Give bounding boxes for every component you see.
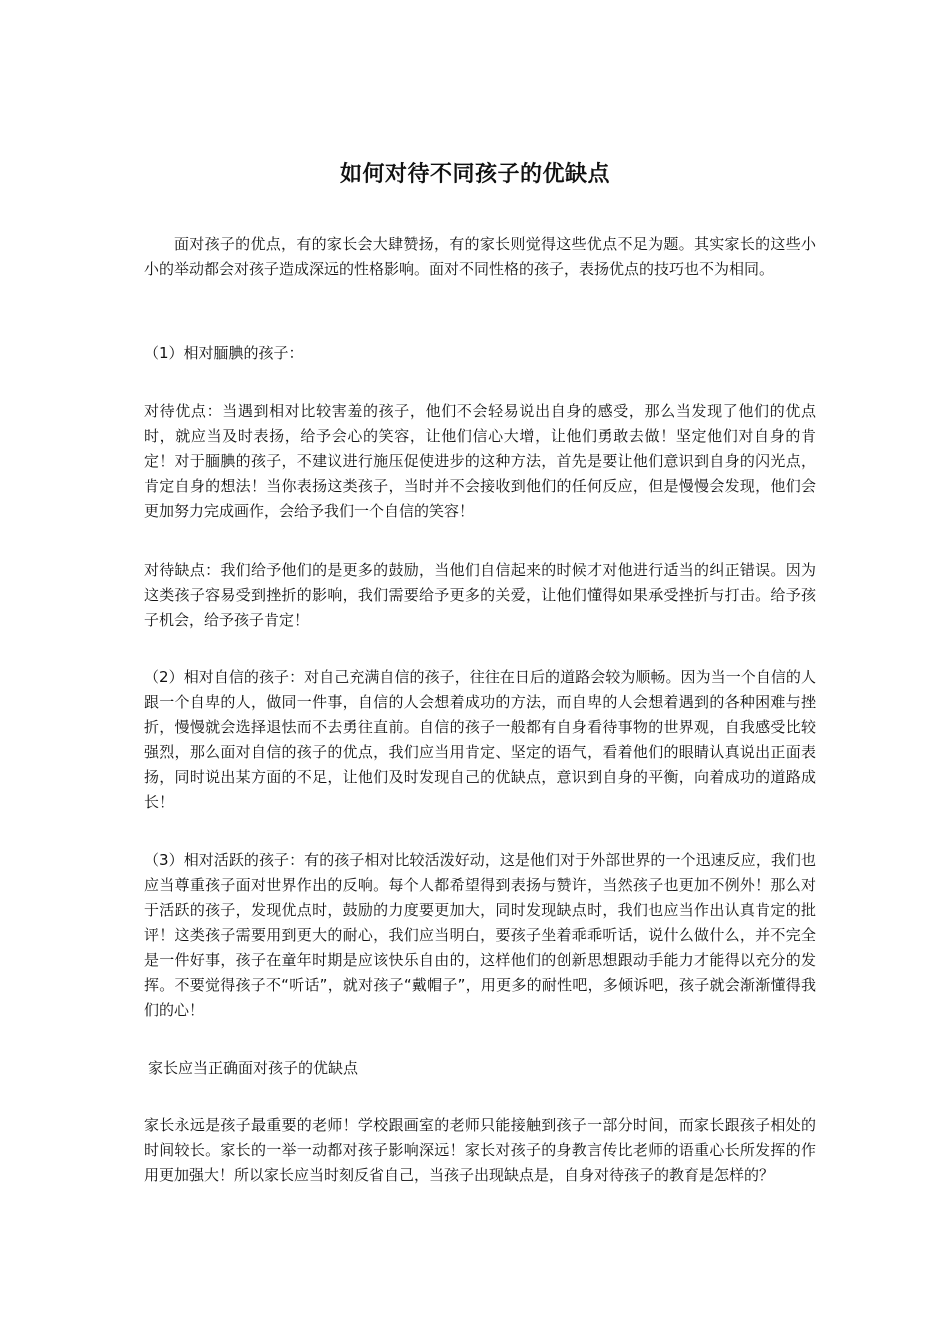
section3-paragraph: （3）相对活跃的孩子：有的孩子相对比较活泼好动，这是他们对于外部世界的一个迅速反应，我们也应当尊重孩子面对世界作出的反响。每个人都希望得到表扬与赞许，当然孩子也更加不例外！那么对于活跃的孩子，发现优点时，鼓励的力度要更加大，同时发现缺点时，我们也应当作出认真肯定的批评！这类孩子需要用到更大的耐心，我们应当明白，要孩子坐着乖乖听话，说什么做什么，并不完全是一件好事，孩子在童年时期是应该快乐自由的，这样他们的创新思想跟动手能力才能得以充分的发挥。不要觉得孩子不“听话”，就对孩子“戴帽子”，用更多的耐性吧，多倾诉吧，孩子就会渐渐懂得我们的心！ — [144, 851, 816, 1019]
document-title: 如何对待不同孩子的优缺点 — [339, 162, 610, 187]
section4-heading: 家长应当正确面对孩子的优缺点 — [148, 1059, 359, 1077]
section1-strengths-paragraph: 对待优点：当遇到相对比较害羞的孩子，他们不会轻易说出自身的感受，那么当发现了他们的优点时，就应当及时表扬，给予会心的笑容，让他们信心大增，让他们勇敢去做！坚定他们对自身的肯定！对于腼腆的孩子，不建议进行施压促使进步的这种方法，首先是要让他们意识到自身的闪光点，肯定自身的想法！当你表扬这类孩子，当时并不会接收到他们的任何反应，但是慢慢会发现，他们会更加努力完成画作，会给予我们一个自信的笑容！ — [144, 402, 816, 520]
section1-heading: （1）相对腼腆的孩子： — [144, 344, 304, 362]
intro-paragraph: 面对孩子的优点，有的家长会大肆赞扬，有的家长则觉得这些优点不足为题。其实家长的这些小小的举动都会对孩子造成深远的性格影响。面对不同性格的孩子，表扬优点的技巧也不为相同。 — [144, 235, 816, 278]
section4-paragraph: 家长永远是孩子最重要的老师！学校跟画室的老师只能接触到孩子一部分时间，而家长跟孩子相处的时间较长。家长的一举一动都对孩子影响深远！家长对孩子的身教言传比老师的语重心长所发挥的作用更加强大！所以家长应当时刻反省自己，当孩子出现缺点是，自身对待孩子的教育是怎样的？ — [144, 1116, 816, 1184]
section2-paragraph: （2）相对自信的孩子：对自己充满自信的孩子，往往在日后的道路会较为顺畅。因为当一个自信的人跟一个自卑的人，做同一件事，自信的人会想着成功的方法，而自卑的人会想着遇到的各种困难与挫折，慢慢就会选择退怯而不去勇往直前。自信的孩子一般都有自身看待事物的世界观，自我感受比较强烈，那么面对自信的孩子的优点，我们应当用肯定、坚定的语气，看着他们的眼睛认真说出正面表扬，同时说出某方面的不足，让他们及时发现自己的优缺点，意识到自身的平衡，向着成功的道路成长！ — [144, 668, 816, 811]
section1-weaknesses-paragraph: 对待缺点：我们给予他们的是更多的鼓励，当他们自信起来的时候才对他进行适当的纠正错误。因为这类孩子容易受到挫折的影响，我们需要给予更多的关爱，让他们懂得如果承受挫折与打击。给予孩子机会，给予孩子肯定！ — [144, 561, 816, 629]
